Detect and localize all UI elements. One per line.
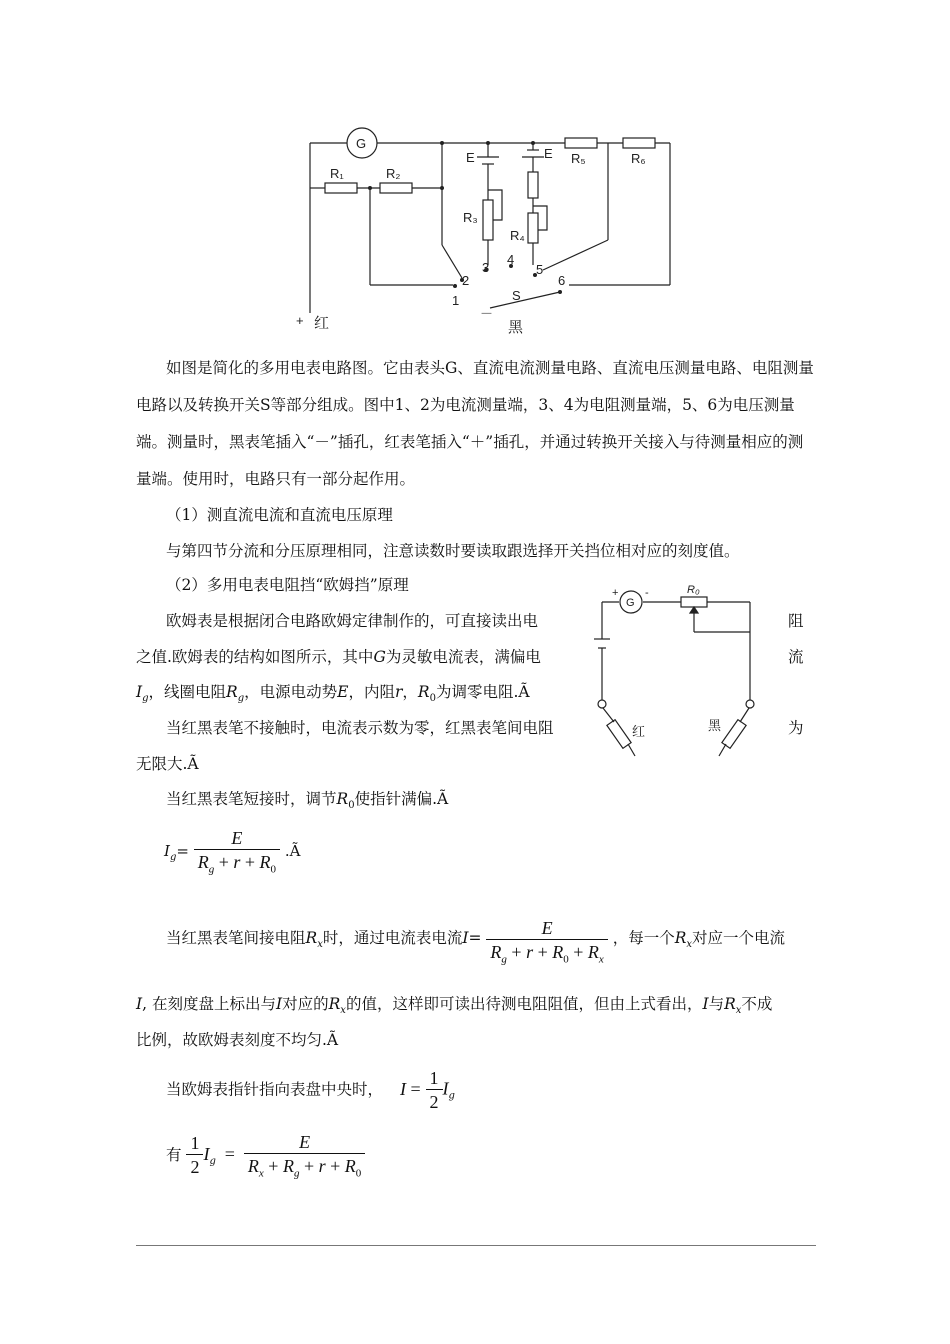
section-heading-1: （1）测直流电流和直流电压原理 [166, 506, 393, 524]
ohm-minus: - [645, 587, 649, 599]
ohmmeter-line-2: 之值.欧姆表的结构如图所示，其中G为灵敏电流表，满偏电 [136, 648, 541, 666]
multimeter-circuit-diagram [290, 120, 690, 340]
scale-text-line-2: 比例，故欧姆表刻度不均匀.Ã [136, 1031, 339, 1049]
terminal-2: 2 [462, 273, 470, 288]
ohmmeter-line-1-end: 阻 [788, 612, 804, 630]
terminal-6: 6 [558, 273, 566, 288]
r2-label: R₂ [386, 166, 401, 181]
e-left-label: E [466, 150, 475, 165]
ohm-black-label: 黑 [708, 718, 722, 733]
e-right-label: E [544, 146, 553, 161]
open-leads-line-1: 当红黑表笔不接触时，电流表示数为零，红黑表笔间电阻 [166, 719, 554, 737]
plus-terminal: + [296, 313, 304, 328]
mid-scale-text: 当欧姆表指针指向表盘中央时， I = $\frac{1}{2}$ $I_g$ [166, 1068, 455, 1112]
terminal-1: 1 [452, 293, 460, 308]
terminal-5: 5 [536, 262, 544, 277]
open-leads-line-1-end: 为 [788, 719, 804, 737]
r0-label: R₀ [687, 584, 700, 596]
dc-principle-text: 与第四节分流和分压原理相同，注意读数时要读取跟选择开关挡位相对应的刻度值。 [166, 542, 740, 560]
r4-label: R₄ [510, 228, 525, 243]
section-heading-2: （2）多用电表电阻挡“欧姆挡”原理 [166, 576, 409, 594]
red-lead-label: 红 [314, 315, 330, 332]
r5-label: R₅ [571, 151, 586, 166]
terminal-4: 4 [507, 252, 515, 267]
r6-label: R₆ [631, 151, 646, 166]
ohmmeter-line-2-end: 流 [788, 648, 804, 666]
black-lead-label: 黑 [508, 319, 524, 336]
ohm-red-label: 红 [632, 724, 646, 739]
galvanometer-label: G [356, 136, 367, 151]
r1-label: R₁ [330, 166, 344, 181]
minus-terminal: － [480, 306, 494, 321]
scale-text-line-1: I, 在刻度盘上标出与I对应的$R_x$的值，这样即可读出待测电阻阻值，但由上式看出，I与$R_x$不成 [136, 995, 773, 1017]
switch-label: S [512, 288, 521, 303]
intro-paragraph: 如图是简化的多用电表电路图。它由表头G、直流电流测量电路、直流电压测量电路、电阻测量电路以及转换开关S等部分组成。图中1、2为电流测量端，3、4为电阻测量端，5、6为电压测量端。测量时，黑表笔插入“－”插孔，红表笔插入“＋”插孔，并通过转换开关接入与待测量相应的测量端。使用时，电路只有一部分起作用。 [136, 359, 814, 488]
full-scale-equation: $I_g=$ $\frac{E}{R_g + r + R_0}$ .Ã [164, 828, 301, 876]
ohmmeter-diagram [590, 582, 780, 762]
half-deflection-equation: 有 $\frac{1}{2}$ $I_g$ = $\frac{E}{R_x + R_g + r + R_0}$ [166, 1132, 365, 1180]
footer-divider [136, 1245, 816, 1246]
ohm-plus: + [612, 587, 619, 599]
open-leads-line-2: 无限大.Ã [136, 755, 199, 773]
short-leads-text: 当红黑表笔短接时，调节$R_0$使指针满偏.Ã [166, 790, 449, 812]
ohmmeter-line-3: $I_g$，线圈电阻$R_g$，电源电动势E，内阻r，$R_0$为调零电阻.Ã [136, 683, 530, 705]
ohmmeter-line-1: 欧姆表是根据闭合电路欧姆定律制作的，可直接读出电 [166, 612, 539, 630]
rx-current-text: 当红黑表笔间接电阻$R_x$时，通过电流表电流I= $\frac{E}{R_g + r + R_0 + R_x}$ ，每一个$R_x$对应一个电流 [166, 918, 786, 966]
r3-label: R₃ [463, 210, 478, 225]
ohm-galvanometer: G [626, 597, 635, 609]
terminal-3: 3 [482, 260, 490, 275]
